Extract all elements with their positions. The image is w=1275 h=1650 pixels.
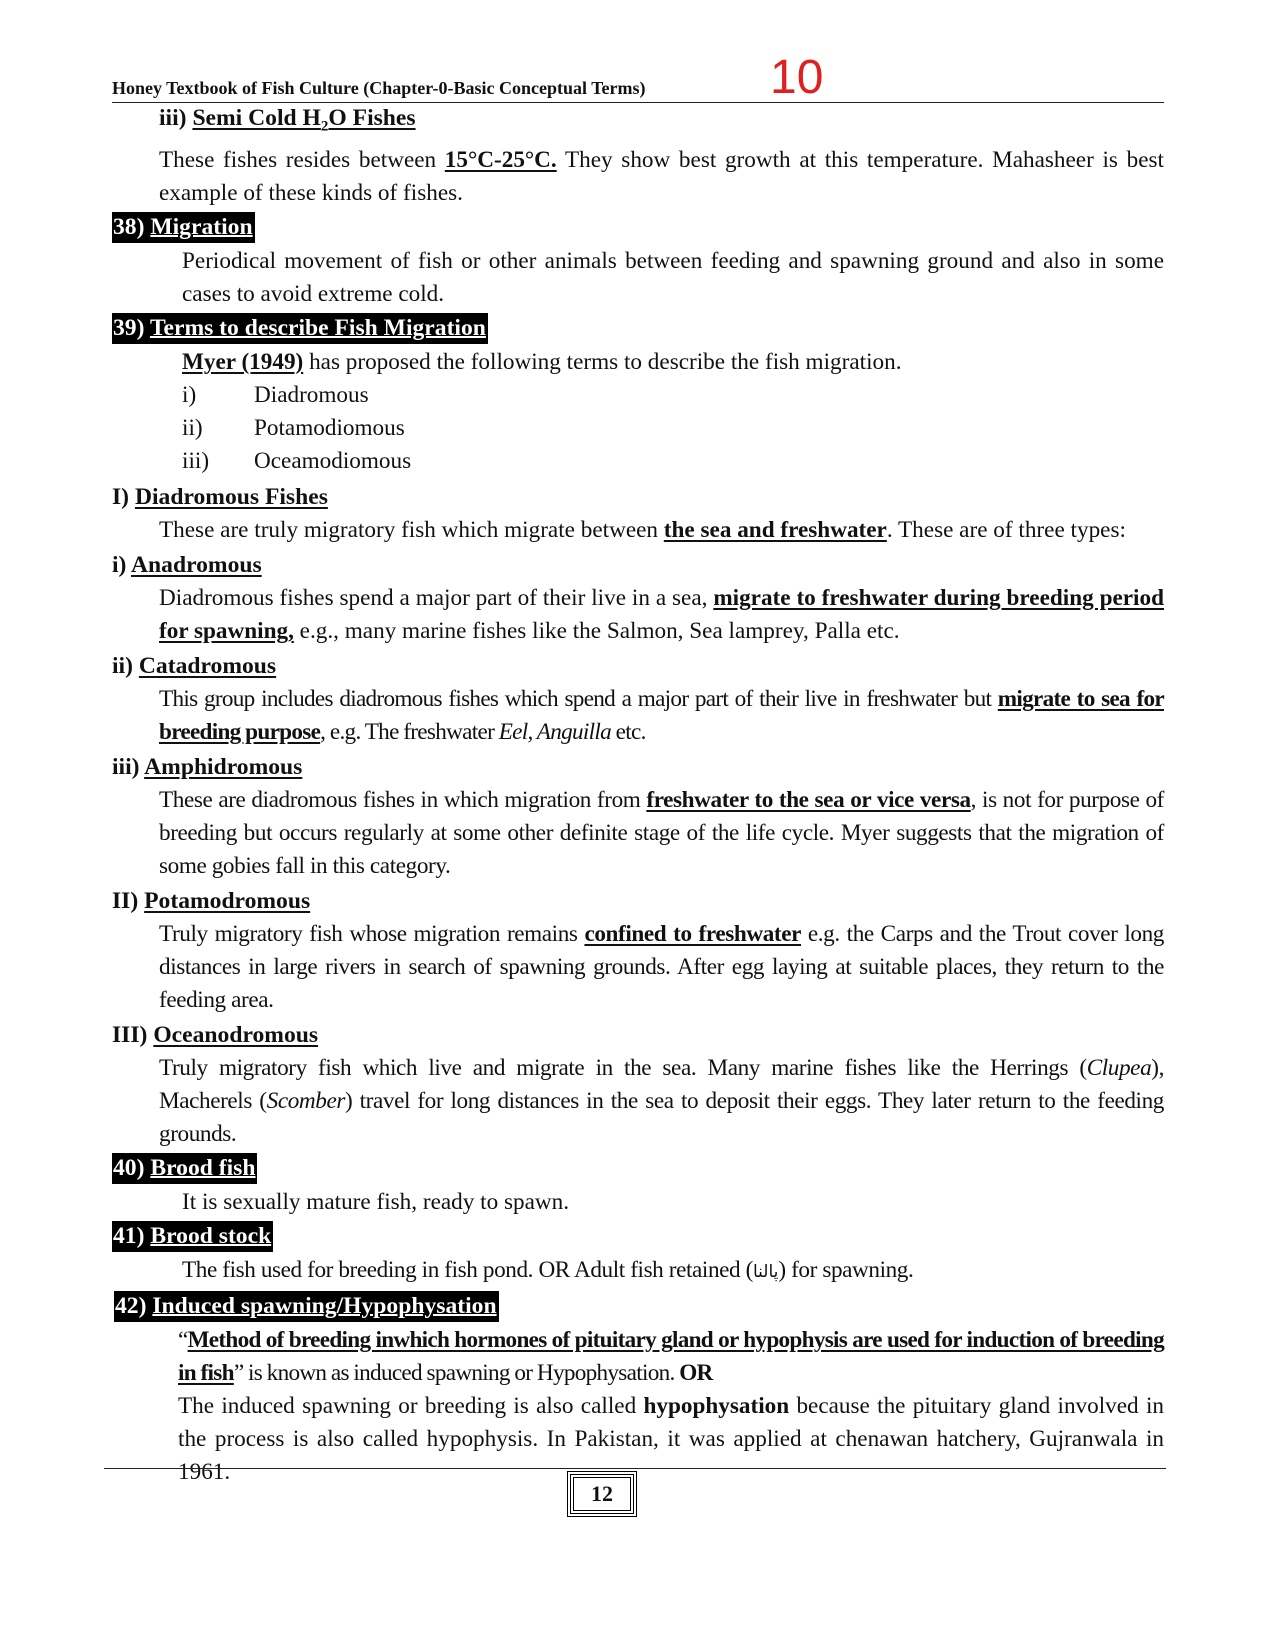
temperature-range: 15°C-25°C. bbox=[444, 146, 557, 173]
list-item: ii) Potamodiomous bbox=[182, 414, 405, 441]
section-42-heading: 42) Induced spawning/Hypophysation bbox=[114, 1291, 499, 1322]
list-item: iii) Oceamodiomous bbox=[182, 447, 412, 474]
list-item: i) Diadromous bbox=[182, 381, 369, 408]
amphidromous-text: These are diadromous fishes in which migration from freshwater to the sea or vice versa, is not for purpose of breeding but occurs regularly at some other definite stage of the life cycle. Myer suggests that the migration of some gobies fall in this category. bbox=[159, 786, 1164, 879]
potamodromous-text: Truly migratory fish whose migration remains confined to freshwater e.g. the Carps and the Trout cover long distances in large rivers in search of spawning grounds. After egg laying at suitable places, they return to the feeding area. bbox=[159, 920, 1164, 1013]
section-40-text: It is sexually mature fish, ready to spawn. bbox=[182, 1188, 570, 1215]
page-number: 12 bbox=[570, 1474, 634, 1514]
semi-cold-heading: iii) Semi Cold $H_2O$ Fishes bbox=[159, 105, 416, 135]
oceanodromous-text: Truly migratory fish which live and migrate in the sea. Many marine fishes like the Herrings (Clupea), Macherels (Scomber) travel for long distances in the sea to deposit their eggs. They later return to the feeding grounds. bbox=[159, 1054, 1164, 1147]
section-38-text: Periodical movement of fish or other animals between feeding and spawning ground and also in some cases to avoid extreme cold. bbox=[182, 247, 1164, 307]
section-39-heading: 39) Terms to describe Fish Migration bbox=[112, 313, 488, 344]
footer-rule bbox=[104, 1468, 1166, 1469]
potamodromous-heading: II) Potamodromous bbox=[112, 887, 311, 914]
amphidromous-heading: iii) Amphidromous bbox=[112, 753, 303, 780]
anadromous-heading: i) Anadromous bbox=[112, 551, 262, 578]
section-39-text: Myer (1949) has proposed the following terms to describe the fish migration. bbox=[182, 348, 902, 375]
diadromous-heading: I) Diadromous Fishes bbox=[112, 483, 328, 510]
page-content bbox=[112, 102, 1164, 1489]
header-title: Honey Textbook of Fish Culture (Chapter-0-Basic Conceptual Terms) bbox=[112, 78, 646, 98]
anadromous-text: Diadromous fishes spend a major part of their live in a sea, migrate to freshwater during breeding period for spawning, e.g., many marine fishes like the Salmon, Sea lamprey, Palla etc. bbox=[159, 584, 1164, 644]
myer-citation: Myer (1949) bbox=[182, 348, 304, 375]
semi-cold-paragraph: These fishes resides between 15°C-25°C. They show best growth at this temperature. Mahasheer is best example of these kinds of fishes. bbox=[159, 146, 1164, 206]
section-41-heading: 41) Brood stock bbox=[112, 1221, 273, 1252]
section-42-text: The induced spawning or breeding is also called hypophysation because the pituitary gland involved in the process is also called hypophysis. In Pakistan, it was applied at chenawan hatchery, Gujranwala in 1961. bbox=[178, 1392, 1164, 1485]
oceanodromous-heading: III) Oceanodromous bbox=[112, 1021, 319, 1048]
running-header bbox=[112, 44, 1164, 103]
migration-terms-list bbox=[112, 379, 1164, 478]
catadromous-text: This group includes diadromous fishes which spend a major part of their live in freshwater but migrate to sea for breeding purpose, e.g. The freshwater Eel, Anguilla etc. bbox=[159, 685, 1164, 745]
section-38-heading: 38) Migration bbox=[112, 212, 255, 243]
section-42-definition: “Method of breeding inwhich hormones of pituitary gland or hypophysis are used for induction of breeding in fish” is known as induced spawning or Hypophysation. OR bbox=[178, 1326, 1164, 1386]
urdu-word: پالنا bbox=[752, 1261, 779, 1282]
section-41-text: The fish used for breeding in fish pond. OR Adult fish retained (پالنا) for spawning. bbox=[182, 1256, 914, 1283]
diadromous-text: These are truly migratory fish which migrate between the sea and freshwater. These are of three types: bbox=[159, 516, 1126, 543]
catadromous-heading: ii) Catadromous bbox=[112, 652, 277, 679]
page-label-annotation: 10 bbox=[770, 51, 824, 104]
section-40-heading: 40) Brood fish bbox=[112, 1153, 257, 1184]
